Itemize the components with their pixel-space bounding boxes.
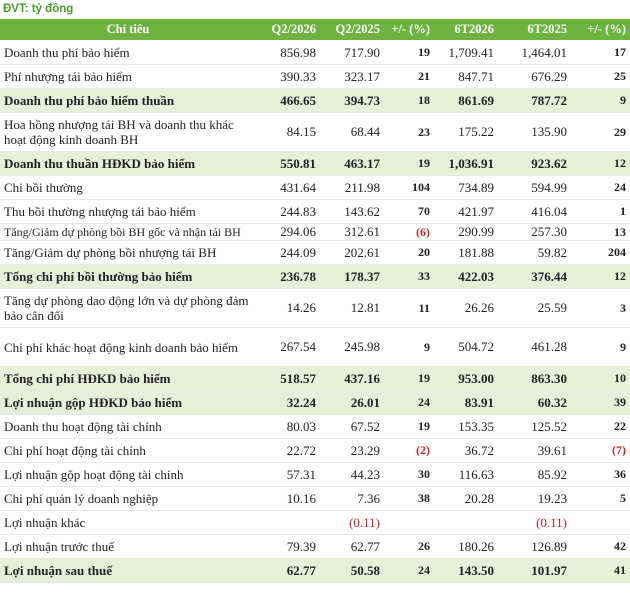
cell-6t2026: 143.50 [434, 559, 498, 583]
row-label: Tăng dự phòng dao động lớn và dự phòng đảm bảo cân đối [0, 289, 256, 328]
row-label: Phí nhượng tái bảo hiểm [0, 65, 256, 89]
cell-change-half: 42 [571, 535, 630, 559]
cell-6t2025: (0.11) [498, 511, 571, 535]
cell-6t2026: 180.26 [434, 535, 498, 559]
cell-q2-2025: 211.98 [320, 176, 384, 200]
row-label: Chi phí hoạt động tài chính [0, 439, 256, 463]
cell-6t2025: 25.59 [498, 289, 571, 328]
table-row [0, 176, 630, 200]
row-label: Doanh thu phí bảo hiểm [0, 41, 256, 65]
cell-6t2026: 290.99 [434, 224, 498, 241]
cell-6t2025: 461.28 [498, 328, 571, 367]
cell-q2-2025: 7.36 [320, 487, 384, 511]
cell-6t2026: 36.72 [434, 439, 498, 463]
header-q2-2026: Q2/2026 [256, 19, 320, 41]
cell-6t2025: 59.82 [498, 241, 571, 265]
cell-q2-2026: 856.98 [256, 41, 320, 65]
cell-q2-2025: 26.01 [320, 391, 384, 415]
cell-change-quarter: 24 [384, 559, 434, 583]
cell-change-quarter: 20 [384, 241, 434, 265]
cell-q2-2026: 84.15 [256, 113, 320, 152]
cell-6t2026: 26.26 [434, 289, 498, 328]
cell-q2-2025: 44.23 [320, 463, 384, 487]
cell-change-quarter [384, 511, 434, 535]
cell-change-quarter: (2) [384, 439, 434, 463]
cell-6t2025: 135.90 [498, 113, 571, 152]
cell-change-half: 5 [571, 487, 630, 511]
cell-q2-2026: 466.65 [256, 89, 320, 113]
cell-q2-2026: 244.09 [256, 241, 320, 265]
cell-6t2026: 847.71 [434, 65, 498, 89]
cell-q2-2025: 62.77 [320, 535, 384, 559]
cell-q2-2025: 68.44 [320, 113, 384, 152]
cell-q2-2026: 294.06 [256, 224, 320, 241]
cell-6t2025: 923.62 [498, 152, 571, 176]
cell-q2-2025: 50.58 [320, 559, 384, 583]
row-label: Lợi nhuận trước thuế [0, 535, 256, 559]
cell-change-half: 41 [571, 559, 630, 583]
row-label: Chi phí khác hoạt động kinh doanh bảo hiểm [0, 328, 256, 367]
header-q2-2025: Q2/2025 [320, 19, 384, 41]
row-label: Lợi nhuận sau thuế [0, 559, 256, 583]
cell-6t2025: 85.92 [498, 463, 571, 487]
cell-change-half: 12 [571, 265, 630, 289]
row-label: Lợi nhuận khác [0, 511, 256, 535]
cell-q2-2025: 143.62 [320, 200, 384, 224]
cell-change-half: 25 [571, 65, 630, 89]
cell-change-quarter: 33 [384, 265, 434, 289]
table-row [0, 487, 630, 511]
cell-q2-2026: 10.16 [256, 487, 320, 511]
row-label: Hoa hồng nhượng tái BH và doanh thu khác hoạt động kinh doanh BH [0, 113, 256, 152]
cell-q2-2026: 244.83 [256, 200, 320, 224]
row-label: Chi bồi thường [0, 176, 256, 200]
cell-6t2025: 39.61 [498, 439, 571, 463]
cell-6t2026: 1,709.41 [434, 41, 498, 65]
cell-q2-2026: 267.54 [256, 328, 320, 367]
cell-change-quarter: 19 [384, 415, 434, 439]
header-indicator: Chỉ tiêu [0, 19, 256, 41]
header-change-half: +/- (%) [571, 19, 630, 41]
table-row [0, 391, 630, 415]
cell-q2-2025: 245.98 [320, 328, 384, 367]
row-label: Lợi nhuận gộp hoạt động tài chính [0, 463, 256, 487]
cell-6t2026 [434, 511, 498, 535]
table-row [0, 265, 630, 289]
cell-q2-2026: 80.03 [256, 415, 320, 439]
cell-q2-2026: 518.57 [256, 367, 320, 391]
cell-change-half: 13 [571, 224, 630, 241]
cell-change-half: 24 [571, 176, 630, 200]
table-row [0, 367, 630, 391]
cell-change-half: 22 [571, 415, 630, 439]
table-row [0, 113, 630, 152]
table-row [0, 463, 630, 487]
table-body [0, 41, 630, 583]
cell-change-half [571, 511, 630, 535]
cell-change-quarter: 30 [384, 463, 434, 487]
cell-6t2026: 20.28 [434, 487, 498, 511]
cell-6t2026: 181.88 [434, 241, 498, 265]
row-label: Tăng/Giảm dự phòng bồi BH gốc và nhận tái BH [0, 224, 256, 241]
cell-q2-2026: 431.64 [256, 176, 320, 200]
cell-q2-2025: 717.90 [320, 41, 384, 65]
financial-table [0, 19, 630, 583]
table-row [0, 224, 630, 241]
header-6t2026: 6T2026 [434, 19, 498, 41]
cell-6t2026: 953.00 [434, 367, 498, 391]
cell-change-half: (7) [571, 439, 630, 463]
cell-q2-2025: 394.73 [320, 89, 384, 113]
cell-change-half: 36 [571, 463, 630, 487]
table-row [0, 152, 630, 176]
cell-6t2025: 125.52 [498, 415, 571, 439]
cell-change-quarter: 11 [384, 289, 434, 328]
cell-6t2026: 734.89 [434, 176, 498, 200]
table-row [0, 200, 630, 224]
table-row [0, 415, 630, 439]
cell-q2-2026: 14.26 [256, 289, 320, 328]
cell-6t2025: 594.99 [498, 176, 571, 200]
cell-q2-2026: 62.77 [256, 559, 320, 583]
cell-q2-2026: 32.24 [256, 391, 320, 415]
cell-change-quarter: 19 [384, 41, 434, 65]
cell-q2-2025: 12.81 [320, 289, 384, 328]
cell-q2-2026: 22.72 [256, 439, 320, 463]
row-label: Thu bồi thường nhượng tái bảo hiểm [0, 200, 256, 224]
cell-q2-2025: 437.16 [320, 367, 384, 391]
cell-6t2025: 257.30 [498, 224, 571, 241]
table-row [0, 89, 630, 113]
row-label: Tổng chi phí HĐKD bảo hiểm [0, 367, 256, 391]
cell-6t2026: 153.35 [434, 415, 498, 439]
cell-q2-2026: 390.33 [256, 65, 320, 89]
cell-6t2025: 863.30 [498, 367, 571, 391]
cell-6t2025: 787.72 [498, 89, 571, 113]
table-row [0, 328, 630, 367]
table-row [0, 41, 630, 65]
cell-6t2026: 1,036.91 [434, 152, 498, 176]
cell-change-quarter: 18 [384, 89, 434, 113]
cell-q2-2025: 178.37 [320, 265, 384, 289]
row-label: Doanh thu phí bảo hiểm thuần [0, 89, 256, 113]
table-row [0, 289, 630, 328]
cell-6t2025: 416.04 [498, 200, 571, 224]
cell-q2-2025: (0.11) [320, 511, 384, 535]
row-label: Doanh thu hoạt động tài chính [0, 415, 256, 439]
table-row [0, 511, 630, 535]
cell-change-quarter: 24 [384, 391, 434, 415]
cell-change-quarter: 23 [384, 113, 434, 152]
cell-change-half: 9 [571, 89, 630, 113]
cell-change-half: 9 [571, 328, 630, 367]
unit-label: ĐVT: tỷ đồng [3, 3, 74, 15]
cell-q2-2026 [256, 511, 320, 535]
cell-change-half: 17 [571, 41, 630, 65]
cell-change-half: 29 [571, 113, 630, 152]
cell-q2-2025: 312.61 [320, 224, 384, 241]
header-change-quarter: +/- (%) [384, 19, 434, 41]
cell-6t2026: 504.72 [434, 328, 498, 367]
cell-change-half: 12 [571, 152, 630, 176]
cell-q2-2025: 323.17 [320, 65, 384, 89]
cell-change-half: 204 [571, 241, 630, 265]
cell-q2-2026: 236.78 [256, 265, 320, 289]
cell-change-quarter: 104 [384, 176, 434, 200]
cell-6t2026: 422.03 [434, 265, 498, 289]
cell-q2-2025: 67.52 [320, 415, 384, 439]
cell-change-half: 3 [571, 289, 630, 328]
cell-6t2026: 421.97 [434, 200, 498, 224]
cell-6t2025: 19.23 [498, 487, 571, 511]
header-6t2025: 6T2025 [498, 19, 571, 41]
header-row [0, 19, 630, 41]
cell-6t2026: 861.69 [434, 89, 498, 113]
cell-change-half: 1 [571, 200, 630, 224]
table-row [0, 241, 630, 265]
cell-q2-2025: 463.17 [320, 152, 384, 176]
cell-change-quarter: 9 [384, 328, 434, 367]
table-row [0, 535, 630, 559]
cell-6t2026: 83.91 [434, 391, 498, 415]
cell-change-quarter: 70 [384, 200, 434, 224]
row-label: Lợi nhuận gộp HĐKD bảo hiểm [0, 391, 256, 415]
cell-6t2026: 116.63 [434, 463, 498, 487]
table-row [0, 559, 630, 583]
cell-6t2025: 60.32 [498, 391, 571, 415]
cell-change-half: 10 [571, 367, 630, 391]
table-row [0, 439, 630, 463]
cell-6t2025: 676.29 [498, 65, 571, 89]
row-label: Chi phí quản lý doanh nghiệp [0, 487, 256, 511]
row-label: Tổng chi phí bồi thường bảo hiểm [0, 265, 256, 289]
row-label: Doanh thu thuần HĐKD bảo hiểm [0, 152, 256, 176]
cell-6t2026: 175.22 [434, 113, 498, 152]
cell-change-half: 39 [571, 391, 630, 415]
table-row [0, 65, 630, 89]
cell-change-quarter: 38 [384, 487, 434, 511]
cell-6t2025: 101.97 [498, 559, 571, 583]
cell-6t2025: 376.44 [498, 265, 571, 289]
cell-q2-2026: 57.31 [256, 463, 320, 487]
cell-change-quarter: 19 [384, 367, 434, 391]
cell-6t2025: 126.89 [498, 535, 571, 559]
cell-q2-2025: 23.29 [320, 439, 384, 463]
cell-6t2025: 1,464.01 [498, 41, 571, 65]
cell-change-quarter: 19 [384, 152, 434, 176]
cell-change-quarter: 21 [384, 65, 434, 89]
cell-change-quarter: 26 [384, 535, 434, 559]
cell-change-quarter: (6) [384, 224, 434, 241]
row-label: Tăng/Giảm dự phòng bồi nhượng tái BH [0, 241, 256, 265]
cell-q2-2026: 79.39 [256, 535, 320, 559]
cell-q2-2025: 202.61 [320, 241, 384, 265]
cell-q2-2026: 550.81 [256, 152, 320, 176]
